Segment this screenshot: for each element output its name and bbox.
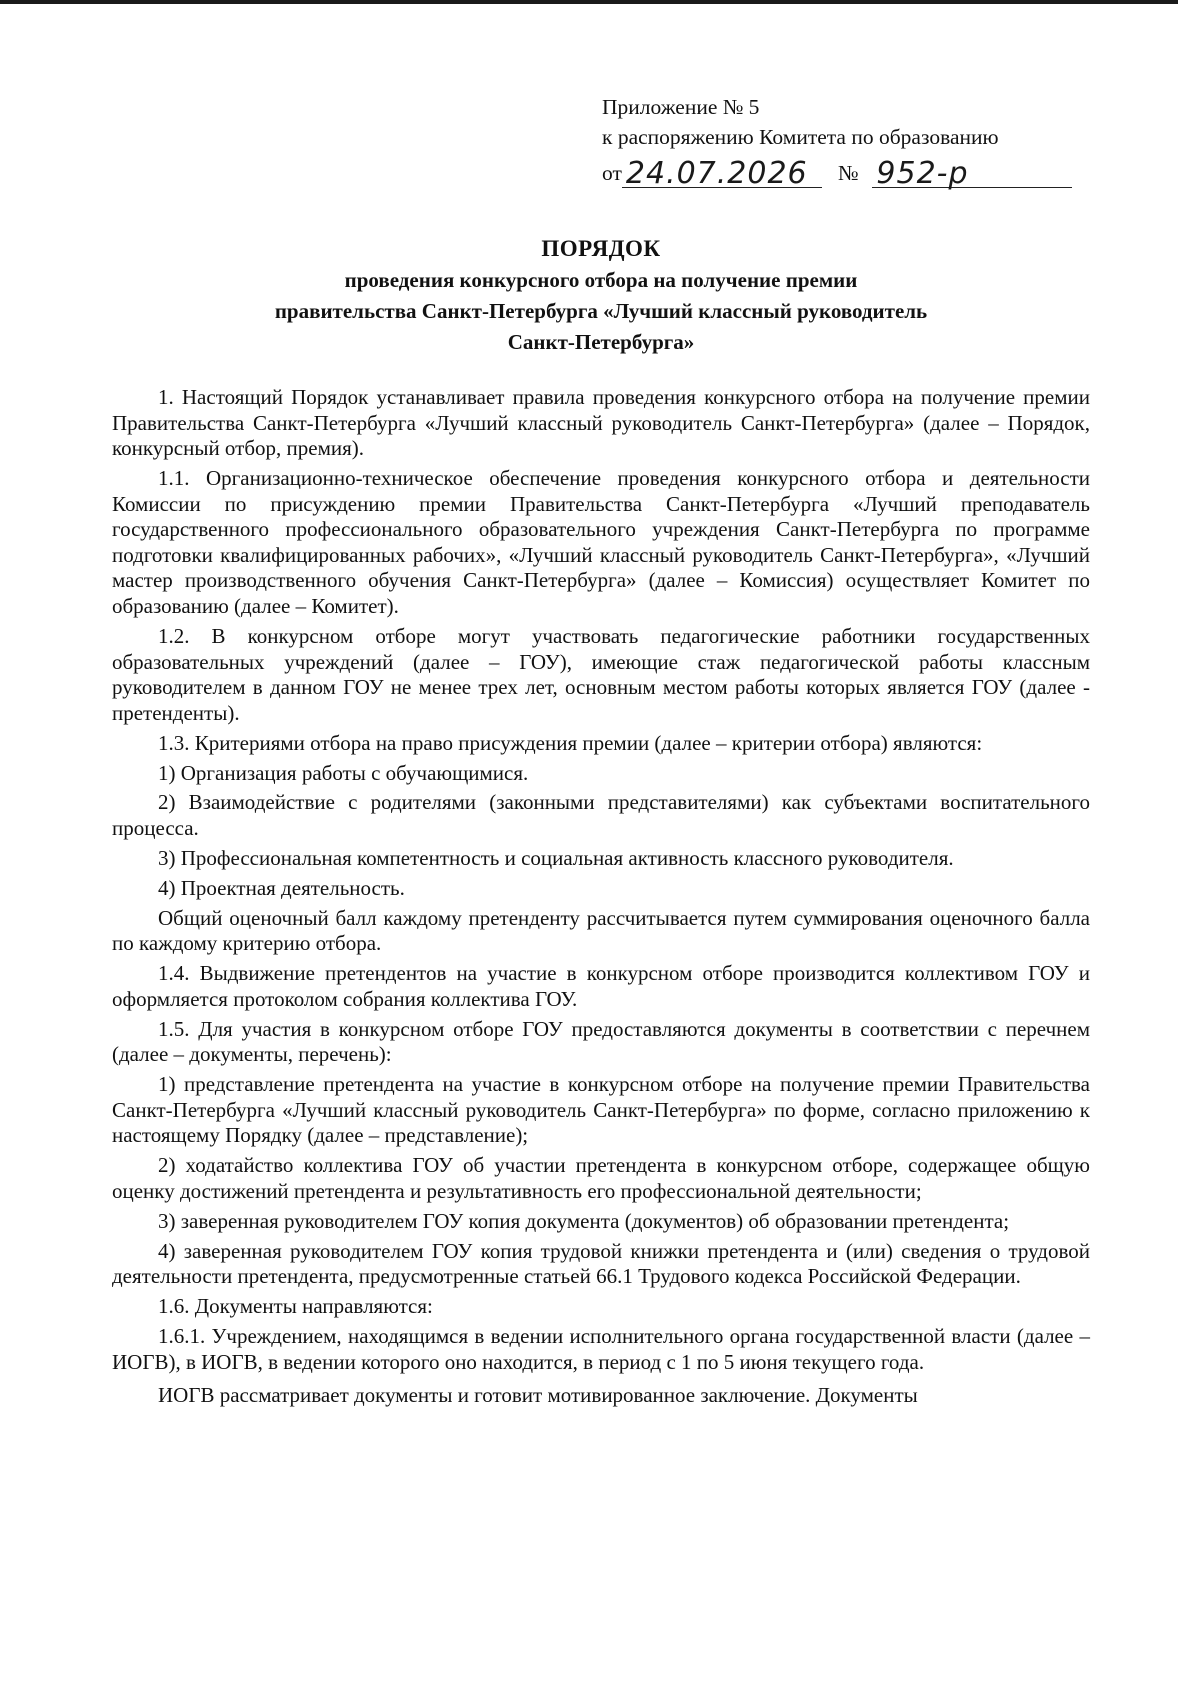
appendix-header [602, 92, 1090, 191]
number-sign: № [837, 161, 859, 185]
date-field [622, 156, 822, 191]
title-line-2: правительства Санкт-Петербурга «Лучший классный руководитель [274, 299, 928, 323]
number-field [872, 156, 1072, 191]
title-line-1: проведения конкурсного отбора на получение премии [344, 268, 858, 292]
handwritten-number: 952-р [876, 156, 969, 191]
paragraph: 1.6. Документы направляются: [158, 1294, 433, 1319]
appendix-reference: к распоряжению Комитета по образованию [602, 125, 999, 149]
paragraph: 1.3. Критериями отбора на право присуждения премии (далее – критерии отбора) являются: [158, 730, 983, 755]
paragraph: ИОГВ рассматривает документы и готовит мотивированное заключение. Документы [158, 1383, 918, 1408]
paragraph: 4) Проектная деятельность. [158, 875, 405, 900]
paragraph: 1. Настоящий Порядок устанавливает правила проведения конкурсного отбора на получение премии Правительства Санкт-Петербурга «Лучший классный руководитель Санкт-Петербурга» (далее – Порядок, конкурсный отбор, премия). [112, 385, 1090, 461]
document-body [112, 385, 1090, 1409]
title-main: ПОРЯДОК [541, 236, 661, 261]
paragraph: 4) заверенная руководителем ГОУ копия трудовой книжки претендента и (или) сведения о трудовой деятельности претендента, предусмотренные статьей 66.1 Трудового кодекса Российской Федерации. [112, 1238, 1090, 1289]
title-line-3: Санкт-Петербурга» [507, 330, 695, 354]
paragraph: 1.1. Организационно-техническое обеспечение проведения конкурсного отбора и деятельности Комиссии по присуждению премии Правительства Санкт-Петербурга «Лучший преподаватель государственного профессионального образовательного учреждения Санкт-Петербурга по программе подготовки квалифицированных рабочих», «Лучший классный руководитель Санкт-Петербурга», «Лучший мастер производственного обучения Санкт-Петербурга» (далее – Комиссия) осуществляет Комитет по образованию (далее – Комитет). [112, 466, 1090, 619]
scan-corner [1194, 0, 1200, 10]
paragraph: Общий оценочный балл каждому претенденту рассчитывается путем суммирования оценочного балла по каждому критерию отбора. [112, 905, 1090, 956]
document-title [112, 234, 1090, 357]
scan-top-edge [0, 0, 1178, 4]
paragraph: 1.4. Выдвижение претендентов на участие в конкурсном отборе производится коллективом ГОУ и оформляется протоколом собрания коллектива ГОУ. [112, 961, 1090, 1011]
date-prefix: от [602, 161, 622, 185]
paragraph: 1.5. Для участия в конкурсном отборе ГОУ предоставляются документы в соответствии с перечнем (далее – документы, перечень): [112, 1016, 1090, 1067]
appendix-title: Приложение № 5 [602, 95, 760, 119]
paragraph: 2) ходатайство коллектива ГОУ об участии претендента в конкурсном отборе, содержащее общую оценку достижений претендента и результативность его профессиональной деятельности; [112, 1153, 1090, 1203]
handwritten-date: 24.07.2026 [625, 156, 808, 191]
paragraph: 1.6.1. Учреждением, находящимся в ведении исполнительного органа государственной власти (далее – ИОГВ), в ИОГВ, в ведении которого оно находится, в период с 1 по 5 июня текущего года. [112, 1323, 1090, 1374]
paragraph: 3) заверенная руководителем ГОУ копия документа (документов) об образовании претендента; [158, 1208, 1010, 1233]
paragraph: 1.2. В конкурсном отборе могут участвовать педагогические работники государственных образовательных учреждений (далее – ГОУ), имеющие стаж педагогической работы классным руководителем в данном ГОУ не менее трех лет, основным местом работы которых является ГОУ (далее - претенденты). [112, 623, 1090, 725]
document-page [112, 92, 1090, 1413]
paragraph: 1) Организация работы с обучающимися. [158, 760, 529, 785]
paragraph: 3) Профессиональная компетентность и социальная активность классного руководителя. [158, 845, 954, 870]
paragraph: 2) Взаимодействие с родителями (законными представителями) как субъектами воспитательного процесса. [112, 790, 1090, 840]
order-date-number [602, 152, 1090, 191]
paragraph: 1) представление претендента на участие в конкурсном отборе на получение премии Правительства Санкт-Петербурга «Лучший классный руководитель Санкт-Петербурга» по форме, согласно приложению к настоящему Порядку (далее – представление); [112, 1072, 1090, 1148]
